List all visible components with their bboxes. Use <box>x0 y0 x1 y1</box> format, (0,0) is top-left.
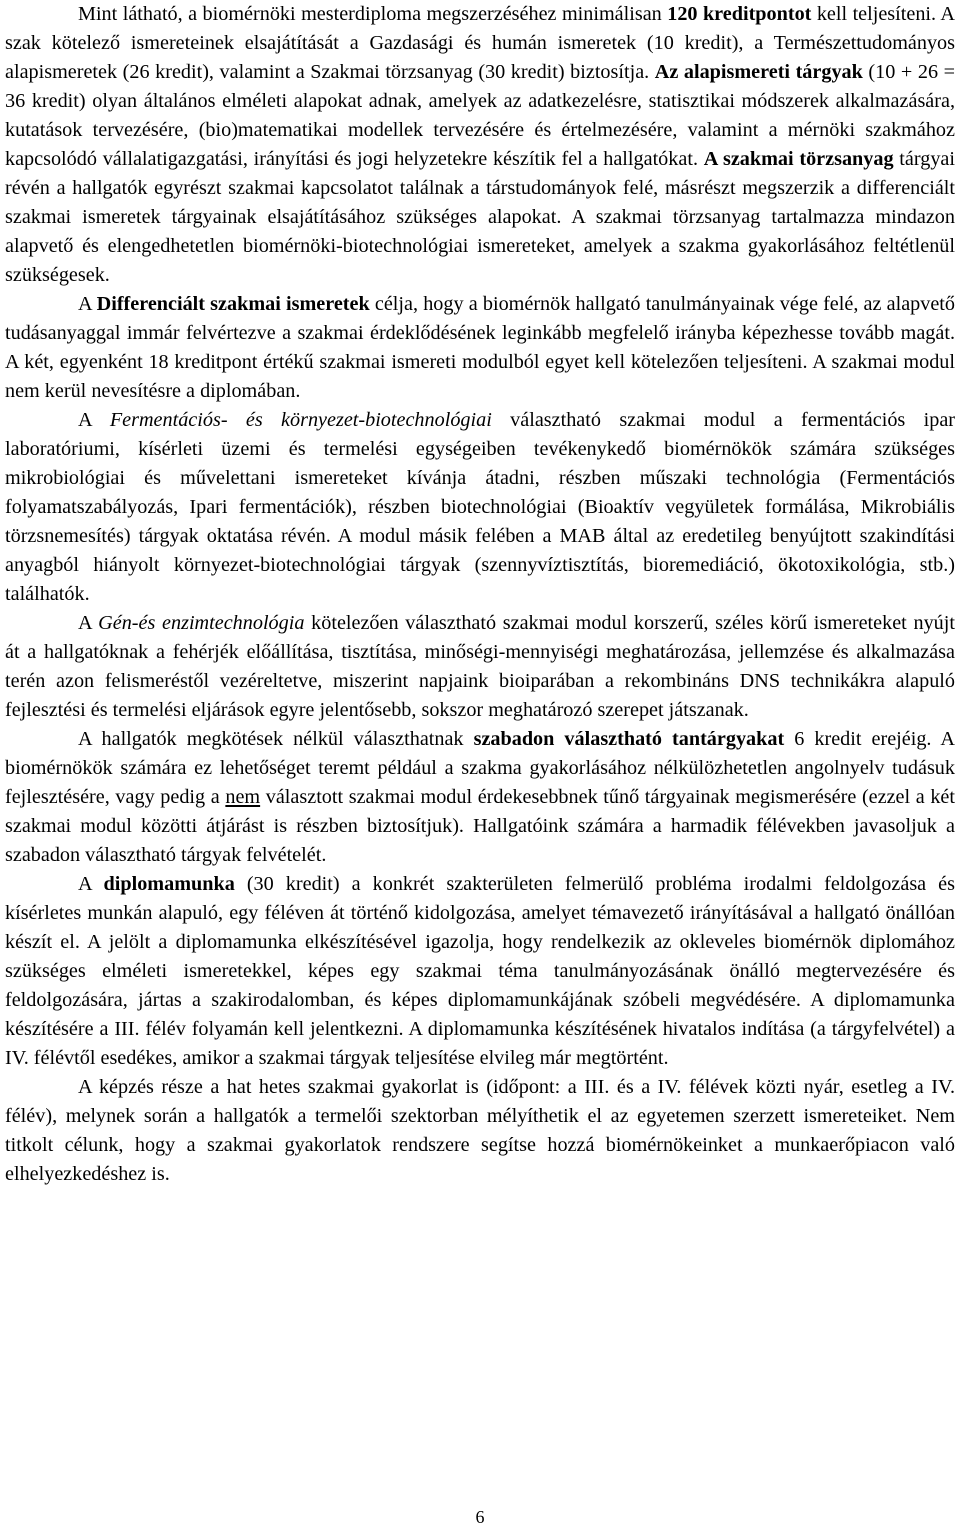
text-run: tárgyai révén a hallgatók egyrészt szakmai kapcsolatot találnak a társtudományok felé, másrészt megszerzik a differenciált szakmai ismeretek tárgyainak elsajátításához szükséges alapokat. A szakmai törzsanyag tartalmazza mindazon alapvető és elengedhetetlen biomérnöki-biotechnológiai ismereteket, amelyek a szakma gyakorlásához feltétlenül szükségesek. <box>5 148 955 286</box>
document-page <box>5 0 955 1189</box>
text-run: A <box>78 409 110 431</box>
text-run: Mint látható, a biomérnöki mesterdiploma megszerzéséhez minimálisan <box>78 3 668 25</box>
text-run: A <box>78 612 99 634</box>
page-number: 6 <box>475 1507 485 1527</box>
text-run: kötelezően választható szakmai modul korszerű, széles körű ismereteket nyújt át a hallgatóknak a fehérjék előállítása, tisztítása, minőségi-mennyiségi meghatározása, jellemzése és alkalmazása terén azon felismeréstől vezéreltetve, miszerint napjaink bioiparában a rekombináns DNS technikákra alapuló fejlesztési és termelési eljárások egyre jelentősebb, sokszor meghatározó szerepet játszanak. <box>5 612 955 721</box>
text-run: (30 kredit) a konkrét szakterületen felmerülő probléma irodalmi feldolgozása és kísérletes munkán alapuló, egy féléven át történő kidolgozása, amelyet témavezető irányításával a hallgató önállóan készít el. A jelölt a diplomamunka elkészítésével igazolja, hogy rendelkezik az okleveles biomérnök diplomához szükséges elméleti ismeretekkel, képes egy szakmai téma tanulmányozásának önálló megtervezésére és feldolgozására, jártas a szakirodalomban, és képes diplomamunkájának szóbeli megvédésére. A diplomamunka készítésére a III. félév folyamán kell jelentkezni. A diplomamunka készítésének hivatalos indítása (a tárgyfelvétel) a IV. félévtől esedékes, amikor a szakmai tárgyak teljesítése elvileg már megtörtént. <box>5 873 955 1069</box>
italic-term: Fermentációs- és környezet-biotechnológiai <box>109 409 492 431</box>
bold-term: 120 kreditpontot <box>667 3 812 25</box>
bold-term: szabadon választható tantárgyakat <box>473 728 785 750</box>
bold-term: diplomamunka <box>103 873 235 895</box>
paragraph-gene-enzyme-module <box>5 609 955 725</box>
paragraph-differentiated-knowledge <box>5 290 955 406</box>
bold-term: Az alapismereti tárgyak <box>654 61 863 83</box>
paragraph-thesis <box>5 870 955 1073</box>
bold-term: A szakmai törzsanyag <box>703 148 894 170</box>
paragraph-internship <box>5 1073 955 1189</box>
text-run: A hallgatók megkötések nélkül választhatnak <box>78 728 474 750</box>
bold-term: Differenciált szakmai ismeretek <box>96 293 370 315</box>
text-run: kell teljesíteni. A szak kötelező ismereteinek elsajátítását a Gazdasági és humán ismeretek (10 kredit), a Természettudományos alapismeretek (26 kredit), valamint a Szakmai törzsanyag (30 kredit) biztosítja. <box>5 3 956 83</box>
text-run: A <box>78 293 97 315</box>
paragraph-fermentation-module <box>5 406 955 609</box>
text-run: (10 + 26 = 36 kredit) olyan általános elméleti alapokat adnak, amelyek az adatkezelésre, statisztikai módszerek alkalmazására, kutatások tervezésére, (bio)matematikai modellek tervezésére és értelmezésére, valamint a mérnöki szakmához kapcsolódó vállalatigazgatási, irányítási és jogi helyzetekre készítik fel a hallgatókat. <box>5 61 955 170</box>
italic-term: Gén-és enzimtechnológia <box>98 612 305 634</box>
text-run: 6 kredit erejéig. A biomérnökök számára ez lehetőséget teremt például a szakma gyakorlásához nélkülözhetetlen angolnyelv tudásuk fejlesztésére, vagy pedig a <box>5 728 955 808</box>
paragraph-elective-subjects <box>5 725 955 870</box>
paragraph-credits-overview <box>5 0 955 290</box>
underlined-term: nem <box>225 786 261 808</box>
text-run: A képzés része a hat hetes szakmai gyakorlat is (időpont: a III. és a IV. félévek közti nyár, esetleg a IV. félév), melynek során a hallgatók a termelői szektorban mélyíthetik el az egyetemen szerzett ismereteiket. Nem titkolt célunk, hogy a szakmai gyakorlatok rendszere segítse hozzá biomérnökeinket a munkaerőpiacon való elhelyezkedéshez is. <box>5 1076 955 1185</box>
text-run: választott szakmai modul érdekesebbnek tűnő tárgyainak megismerésére (ezzel a két szakmai modul közötti átjárást is részben biztosítjuk). Hallgatóink számára a harmadik félévekben javasoljuk a szabadon választható tárgyak felvételét. <box>5 786 956 866</box>
text-run: választható szakmai modul a fermentációs ipar laboratóriumi, kísérleti üzemi és termelési egységeiben tevékenykedő biomérnökök számára szükséges mikrobiológiai és művelettani ismereteket kívánja átadni, részben műszaki technológia (Fermentációs folyamatszabályozás, Ipari fermentációk), részben biotechnológiai (Bioaktív vegyületek formálása, Mikrobiális törzsnemesítés) tárgyak oktatása révén. A modul másik felében a MAB által az eredetileg benyújtott szakindítási anyagból hiányolt környezet-biotechnológiai tárgyak (szennyvíztisztítás, bioremediáció, ökotoxikológia, stb.) találhatók. <box>5 409 956 605</box>
text-run: A <box>78 873 104 895</box>
text-run: célja, hogy a biomérnök hallgató tanulmányainak vége felé, az alapvető tudásanyaggal immár felvértezve a szakmai érdeklődésének leginkább megfelelő irányba képezhesse tovább magát. A két, egyenként 18 kreditpont értékű szakmai ismereti modulból egyet kell kötelezően teljesíteni. A szakmai modul nem kerül nevesítésre a diplomában. <box>5 293 956 402</box>
